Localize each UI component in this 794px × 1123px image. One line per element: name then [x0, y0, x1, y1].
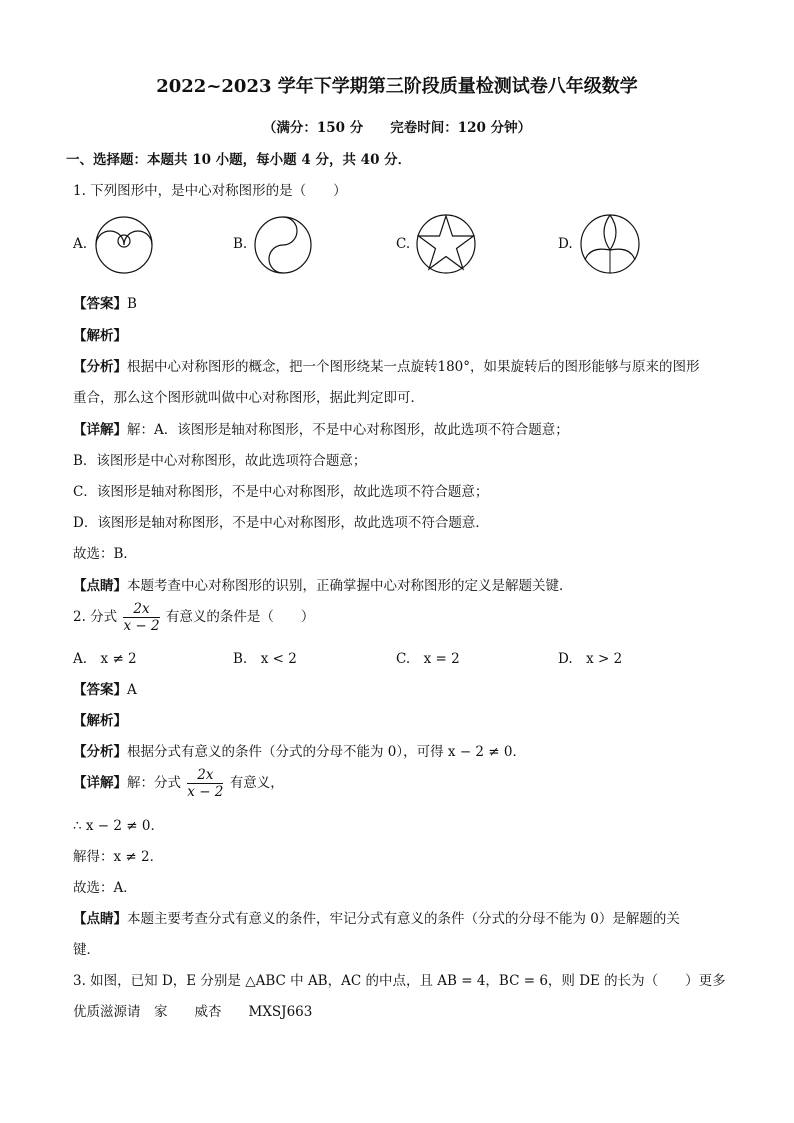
q2-detail-fraction	[187, 767, 223, 800]
q2-fraction	[123, 601, 159, 634]
q1-option-d-label: D.	[558, 236, 573, 252]
fenxi-tag: 【分析】	[73, 744, 127, 760]
q2-solve: 解得：x ≠ 2．	[73, 849, 164, 865]
q2-comment-1	[73, 907, 680, 927]
q1-comment	[73, 574, 573, 594]
q2-analysis-tag: 【解析】	[73, 713, 127, 729]
q2-option-b: B. x < 2	[233, 651, 297, 667]
fenxi-text: 根据中心对称图形的概念，把一个图形绕某一点旋转180°，如果旋转后的图形能够与原来的图形	[127, 359, 700, 375]
q1-option-b-label: B.	[233, 236, 248, 252]
q2-answer	[73, 678, 137, 698]
q2-frac-den: x − 2	[123, 618, 160, 634]
q1-stem: 1. 下列图形中，是中心对称图形的是（ ）	[73, 183, 347, 199]
q2-frac-num: 2x	[123, 601, 159, 618]
q1-option-d-figure	[578, 212, 642, 276]
q1-option-c-label: C.	[396, 236, 411, 252]
detail-tag: 【详解】	[73, 422, 127, 438]
q2-stem	[73, 601, 314, 634]
comment-tag: 【点睛】	[73, 911, 127, 927]
q2-option-c: C. x = 2	[396, 651, 460, 667]
comment-text: 本题考查中心对称图形的识别，正确掌握中心对称图形的定义是解题关键．	[127, 578, 573, 594]
q2-option-d: D. x > 2	[558, 651, 623, 667]
q2-stem-pre: 2. 分式	[73, 609, 118, 625]
detail-tag: 【详解】	[73, 775, 127, 791]
q1-option-a-figure	[93, 214, 155, 276]
fenxi-text: 根据分式有意义的条件（分式的分母不能为 0），可得 x − 2 ≠ 0．	[127, 744, 527, 760]
section-heading: 一、选择题：本题共 10 小题，每小题 4 分，共 40 分．	[66, 152, 412, 168]
answer-value: A	[127, 682, 137, 698]
q2-choose: 故选：A．	[73, 880, 137, 896]
q1-fenxi-1	[73, 355, 700, 375]
q2-fenxi	[73, 740, 526, 760]
detail-text: 解：A．该图形是轴对称图形，不是中心对称图形，故此选项不符合题意；	[127, 422, 569, 438]
q1-answer	[73, 292, 137, 312]
q1-detail-c: C．该图形是轴对称图形，不是中心对称图形，故此选项不符合题意；	[73, 484, 489, 500]
detail-pre: 解：分式	[127, 775, 181, 791]
q1-detail-d: D．该图形是轴对称图形，不是中心对称图形，故此选项不符合题意．	[73, 515, 489, 531]
q1-analysis-tag: 【解析】	[73, 328, 127, 344]
q1-detail-a	[73, 418, 569, 438]
fenxi-tag: 【分析】	[73, 359, 127, 375]
q1-fenxi-2: 重合，那么这个图形就叫做中心对称图形，据此判定即可．	[73, 390, 424, 406]
exam-info: （满分：150 分 完卷时间：120 分钟）	[262, 120, 532, 136]
q3-stem: 3. 如图，已知 D，E 分别是 △ABC 中 AB，AC 的中点，且 AB = 4，BC = 6，则 DE 的长为（ ）更多	[73, 973, 726, 989]
answer-tag: 【答案】	[73, 682, 127, 698]
detail-post: 有意义，	[229, 775, 284, 791]
comment-text: 本题主要考查分式有意义的条件，牢记分式有意义的条件（分式的分母不能为 0）是解题的关	[127, 911, 680, 927]
answer-tag: 【答案】	[73, 296, 127, 312]
page-footer: 优质滋源请 家 威杏 MXSJ663	[73, 1004, 313, 1020]
q2-stem-post: 有意义的条件是（ ）	[165, 609, 315, 625]
page-title: 2022~2023 学年下学期第三阶段质量检测试卷八年级数学	[156, 76, 638, 97]
q2-comment-2: 键．	[73, 942, 100, 958]
q2-therefore: ∴ x − 2 ≠ 0．	[73, 818, 164, 834]
q1-detail-b: B．该图形是中心对称图形，故此选项符合题意；	[73, 453, 367, 469]
q1-option-b-figure	[252, 214, 314, 276]
q2-detail-frac-den: x − 2	[187, 784, 224, 800]
comment-tag: 【点睛】	[73, 578, 127, 594]
q1-choose: 故选：B．	[73, 546, 137, 562]
answer-value: B	[127, 296, 137, 312]
q1-option-a-label: A.	[73, 236, 88, 252]
q1-option-c-figure	[414, 212, 478, 276]
q2-option-a: A. x ≠ 2	[73, 651, 137, 667]
q2-detail-frac-num: 2x	[187, 767, 223, 784]
q2-detail	[73, 767, 284, 800]
